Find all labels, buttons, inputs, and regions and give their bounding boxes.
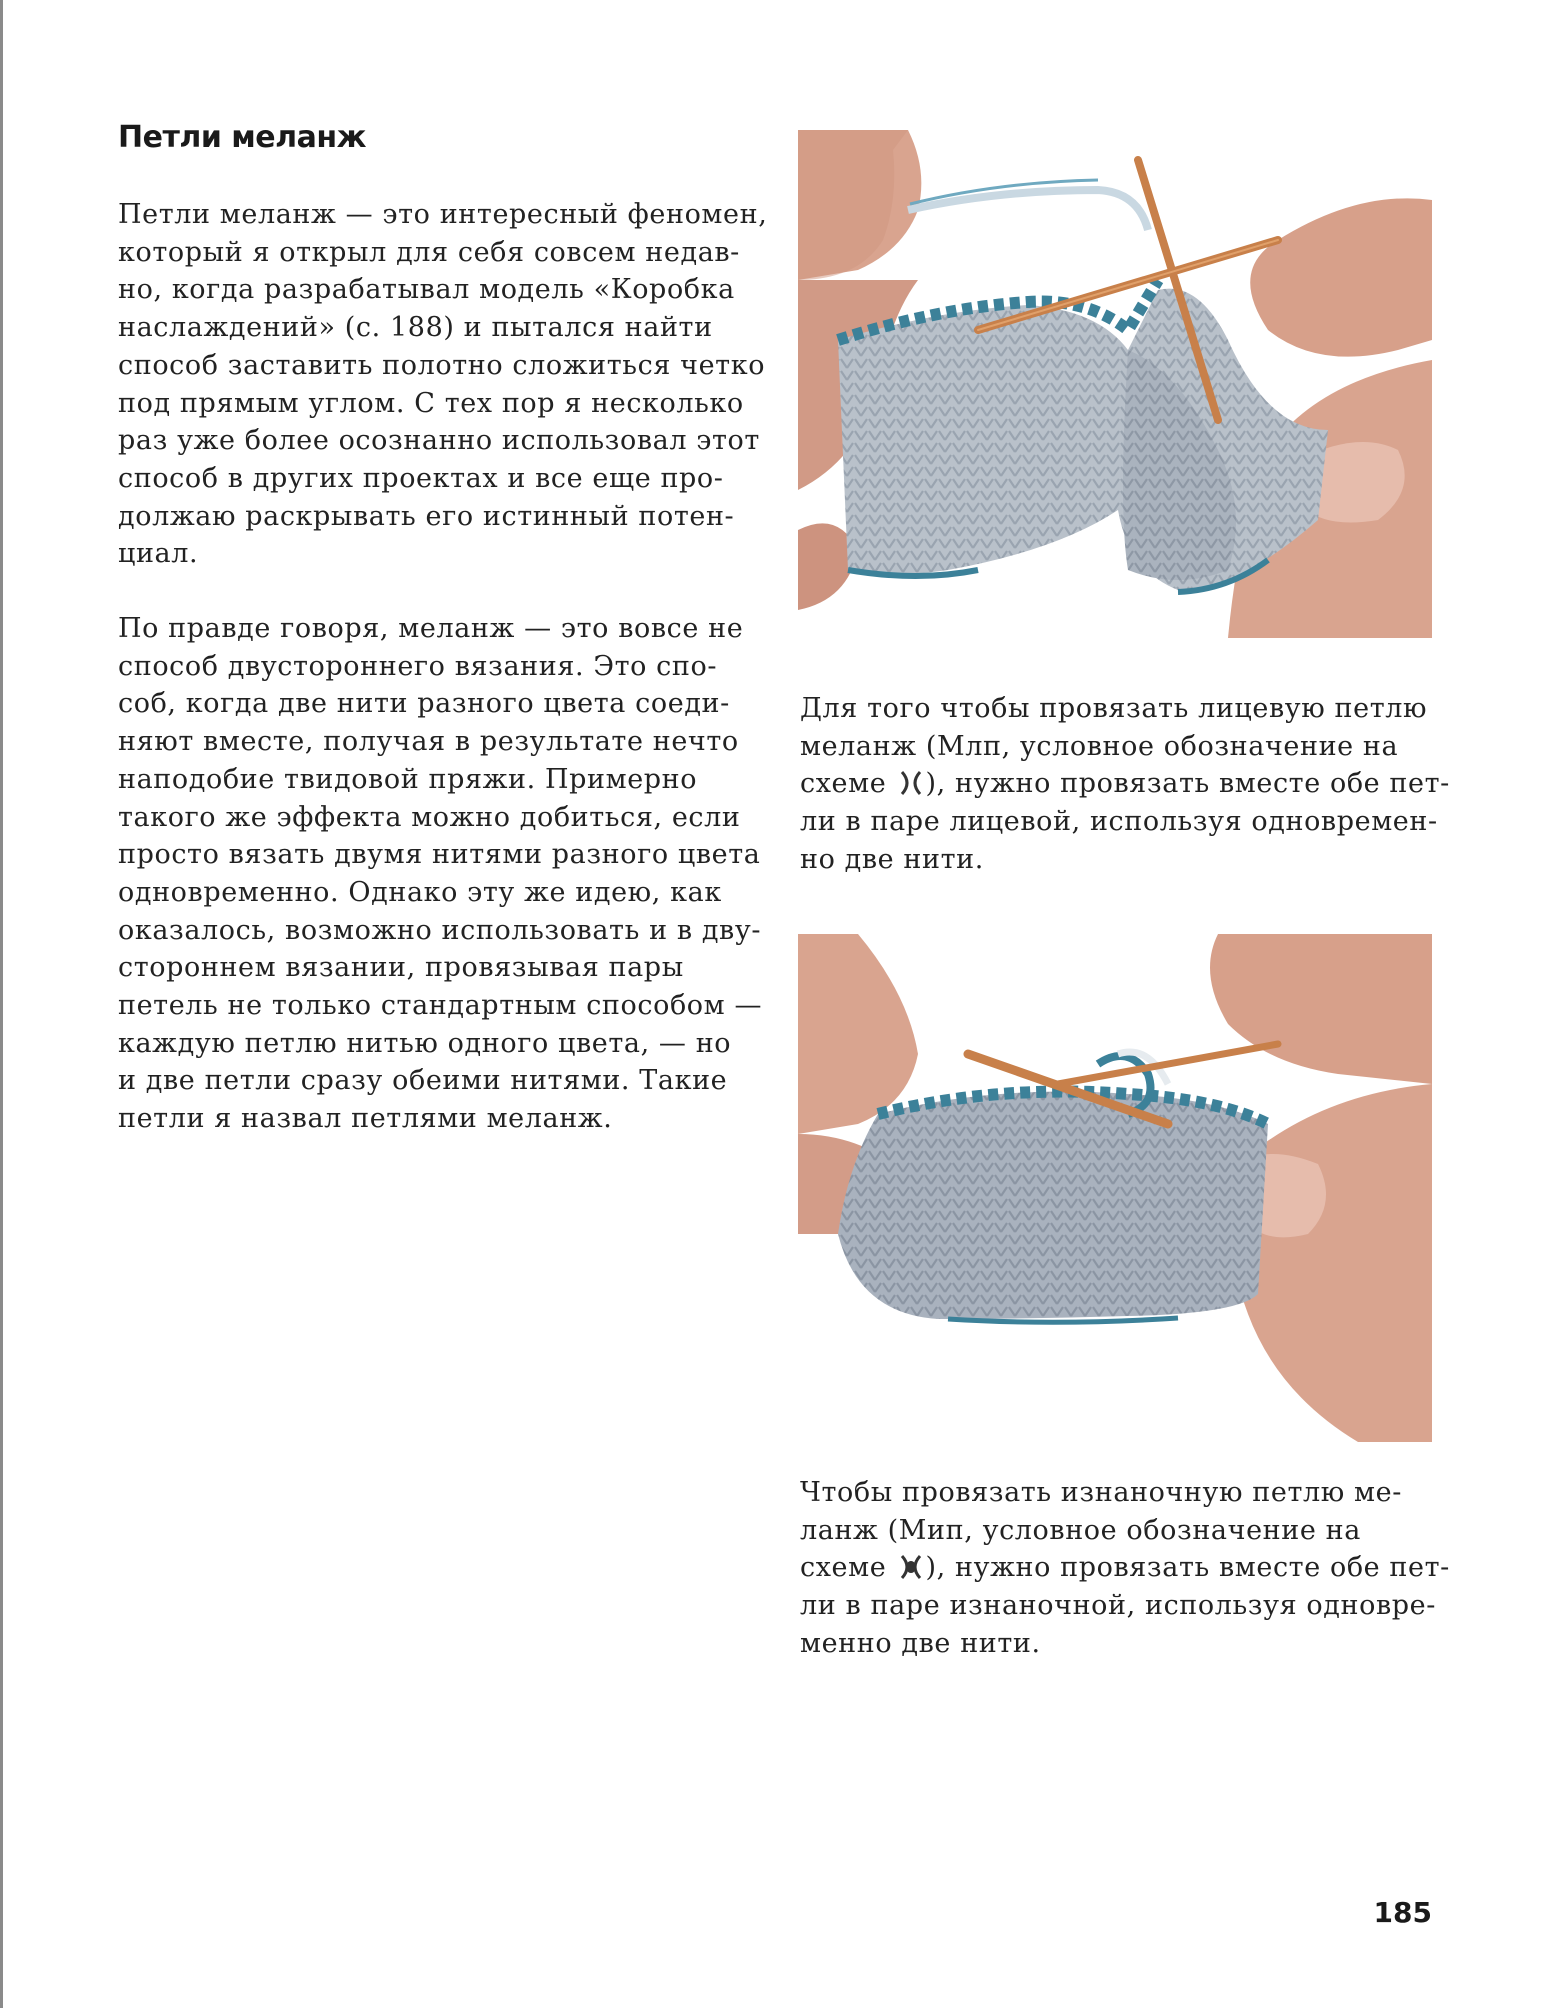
purl-melange-symbol-icon xyxy=(896,1553,926,1581)
text-fragment: ), нужно провязать вместе обе пет- xyxy=(925,768,1450,800)
page-number: 185 xyxy=(1373,1896,1432,1929)
knit-melange-symbol-icon xyxy=(896,769,926,797)
text-line: должаю раскрывать его истинный потен- xyxy=(118,500,735,532)
purl-melange-photo xyxy=(798,934,1432,1442)
text-fragment: ), нужно провязать вместе обе пет- xyxy=(925,1552,1450,1584)
text-line xyxy=(800,765,1450,803)
knitting-illustration xyxy=(798,934,1432,1442)
knit-melange-caption xyxy=(800,690,1450,879)
page-edge-line xyxy=(0,0,3,2008)
text-line: но, когда разрабатывал модель «Коробка xyxy=(118,274,735,306)
body-paragraph xyxy=(118,610,762,1138)
text-line xyxy=(800,1549,1450,1587)
text-line: под прямым углом. С тех пор я несколько xyxy=(118,387,744,419)
text-line: способ заставить полотно сложиться четко xyxy=(118,349,766,381)
text-line: такого же эффекта можно добиться, если xyxy=(118,801,741,833)
purl-melange-caption xyxy=(800,1474,1450,1663)
text-line: просто вязать двумя нитями разного цвета xyxy=(118,839,761,871)
text-line: ли в паре лицевой, используя одновремен- xyxy=(800,806,1438,838)
knit-melange-photo xyxy=(798,130,1432,638)
text-line: который я открыл для себя совсем недав- xyxy=(118,236,740,268)
text-line: наподобие твидовой пряжи. Примерно xyxy=(118,763,698,795)
text-fragment: схеме xyxy=(800,768,896,800)
text-line: способ в других проектах и все еще про- xyxy=(118,462,724,494)
text-line: наслаждений» (с. 188) и пытался найти xyxy=(118,312,713,344)
text-line: менно две нити. xyxy=(800,1627,1041,1659)
text-line: няют вместе, получая в результате нечто xyxy=(118,726,739,758)
text-line: петель не только стандартным способом — xyxy=(118,990,763,1022)
knitting-illustration xyxy=(798,130,1432,638)
text-line: соб, когда две нити разного цвета соеди- xyxy=(118,688,730,720)
text-line: Чтобы провязать изнаночную петлю ме- xyxy=(800,1477,1402,1508)
text-line: Петли меланж — это интересный феномен, xyxy=(118,199,768,230)
text-line: циал. xyxy=(118,538,199,570)
text-line: раз уже более осознанно использовал этот xyxy=(118,425,760,457)
text-line: способ двустороннего вязания. Это спо- xyxy=(118,650,718,682)
text-line: оказалось, возможно использовать и в дву- xyxy=(118,914,762,946)
text-line: По правде говоря, меланж — это вовсе не xyxy=(118,613,744,644)
text-line: одновременно. Однако эту же идею, как xyxy=(118,876,722,908)
text-line: ли в паре изнаночной, используя одновре- xyxy=(800,1590,1436,1622)
text-line: но две нити. xyxy=(800,843,984,875)
text-line: меланж (Млп, условное обозначение на xyxy=(800,730,1399,762)
text-line: каждую петлю нитью одного цвета, — но xyxy=(118,1027,732,1059)
text-line: петли я назвал петлями меланж. xyxy=(118,1103,613,1135)
text-line: и две петли сразу обеими нитями. Такие xyxy=(118,1065,728,1097)
text-line: ланж (Мип, условное обозначение на xyxy=(800,1514,1361,1546)
text-fragment: схеме xyxy=(800,1552,896,1584)
intro-paragraph xyxy=(118,196,767,573)
text-line: стороннем вязании, провязывая пары xyxy=(118,952,684,984)
text-line: Для того чтобы провязать лицевую петлю xyxy=(800,693,1428,724)
section-heading: Петли меланж xyxy=(118,120,366,155)
